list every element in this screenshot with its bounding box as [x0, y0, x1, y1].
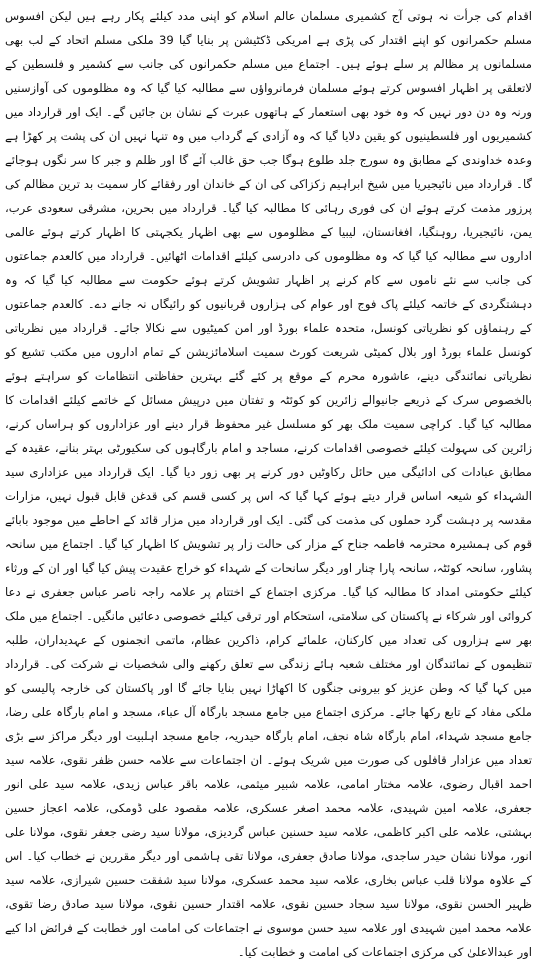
article-text: اقدام کی جرأت نہ ہوتی آج کشمیری مسلمان عالم اسلام کو اپنی مدد کیلئے پکار رہے ہیں لیکن افسوس مسلم حکمرانوں کو اپنے اقتدار کی پڑی ہے امریکی ڈکٹیشن پر بنایا گیا 39 ملکی مسلم اتحاد کے لب بھی مسلمانوں پر مظالم پر سلے ہوئے ہیں۔ اجتماع میں مسلم حکمرانوں کی جانب سے کشمیر و فلسطین کے لاتعلقی پر اظہار افسوس کرتے ہوئے مسلمان فرمانرواؤں سے مطالبہ کیا گیا کہ وہ مظلوموں کی آوازسنیں ورنہ وہ دن دور نہیں کہ وہ خود بھی استعمار کے ہاتھوں عبرت کے نشان بن جائیں گے۔ ایک اور قرارداد میں کشمیریوں اور فلسطینیوں کو یقین دلایا گیا کہ وہ آزادی کے گرداب میں وہ تنہا نہیں ان کی پشت پر کھڑا ہے وعدہ خداوندی کے مطابق وہ سورج جلد طلوع ہوگا جب حق غالب آئے گا اور ظلم و جبر کا سر نگوں ہوجائے گا۔ قرارداد میں نائیجیریا میں شیخ ابراہیم زکزاکی کی ان کے خاندان اور رفقائے کار سمیت بد ترین مظالم کی پرزور مذمت کرتے ہوئے ان کی فوری رہائی کا مطالبہ کیا گیا۔ قرارداد میں بحرین، مشرقی سعودی عرب، یمن، نائیجیریا، روہنگیا، افغانستان، لیبیا کے مظلوموں سے بھی اظہار یکجہتی کا اظہار کرتے ہوئے عالمی اداروں سے مطالبہ کیا گیا کہ وہ مظلوموں کی دادرسی کیلئے اقدامات اٹھائیں۔ قرارداد میں کالعدم جماعتوں کی جانب سے نئے ناموں سے کام کرنے پر اظہار تشویش کرتے ہوئے حکومت سے مطالبہ کیا گیا کہ وہ دہشتگردی کے خاتمہ کیلئے پاک فوج اور عوام کی ہزاروں قربانیوں کو رائیگاں نہ جانے دے۔ کالعدم جماعتوں کے رہنماؤں کو نظریاتی کونسل، متحدہ علماء بورڈ اور امن کمیٹیوں سے نکالا جائے۔ قرارداد میں نظریاتی کونسل علماء بورڈ اور بلال کمیٹی شریعت کورٹ سمیت اسلامائزیشن کے تمام اداروں میں مکتب تشیع کو نظریاتی نمائندگی دینے، عاشورہ محرم کے موقع پر کئے گئے بہترین حفاظتی انتظامات کو سراہتے ہوئے بالخصوص سرک کے ذریعے جانیوالے زائرین کو کوئٹہ و تفتان میں درپیش مسائل کے خاتمے کیلئے اقدامات کا مطالبہ کیا گیا۔ کراچی سمیت ملک بھر کو مسلسل غیر محفوظ قرار دینے اور عزاداروں کو ہراساں کرنے، زائرین کی سہولت کیلئے خصوصی اقدامات کرنے، مساجد و امام بارگاہوں کی سکیورٹی بہتر بنانے، عقیدہ کے مطابق عبادات کی ادائیگی میں حائل رکاوٹیں دور کرنے پر بھی زور دیا گیا۔ ایک قرارداد میں عزاداری سید الشہداء کو شیعہ اساس قرار دیتے ہوئے کہا گیا کہ اس پر کسی قسم کی قدغن قابل قبول نہیں، مزارات مقدسہ پر دہشت گرد حملوں کی مذمت کی گئی۔ ایک اور قرارداد میں مزار قائد کے احاطے میں موجود بابائے قوم کی ہمشیرہ محترمہ فاطمہ جناح کے مزار کی حالت زار پر تشویش کا اظہار کیا گیا۔ اجتماع میں سانحہ پشاور، سانحہ کوئٹہ، سانحہ پارا چنار اور دیگر سانحات کے شہداء کو خراج عقیدت پیش کیا گیا اور ان کے ورثاء کیلئے حکومتی امداد کا مطالبہ کیا گیا۔ مرکزی اجتماع کے اختتام پر علامہ راجہ ناصر عباس جعفری نے دعا کروائی اور شرکاء نے پاکستان کی سلامتی، استحکام اور ترقی کیلئے خصوصی دعائیں مانگیں۔ اجتماع میں ملک بھر سے ہزاروں کی تعداد میں کارکنان، علمائے کرام، ذاکرین عظام، ماتمی انجمنوں کے عہدیداران، طلبہ تنظیموں کے نمائندگان اور مختلف شعبہ ہائے زندگی سے تعلق رکھنے والی شخصیات نے شرکت کی۔ قرارداد میں کہا گیا کہ وطن عزیز کو بیرونی جنگوں کا اکھاڑا نہیں بنایا جائے گا اور پاکستان کی خارجہ پالیسی کو ملکی مفاد کے تابع رکھا جائے۔ مرکزی اجتماع میں جامع مسجد بارگاہ آل عباء، مسجد و امام بارگاہ علی رضا، جامع مسجد شہداء، امام بارگاہ شاہ نجف، امام بارگاہ حیدریہ، جامع مسجد اہلبیت اور دیگر مراکز سے بڑی تعداد میں عزادار قافلوں کی صورت میں شریک ہوئے۔ ان اجتماعات سے علامہ حسن ظفر نقوی، علامہ سید احمد اقبال رضوی، علامہ مختار امامی، علامہ شبیر میثمی، علامہ باقر عباس زیدی، علامہ سید علی انور جعفری، علامہ امین شہیدی، علامہ محمد اصغر عسکری، علامہ مقصود علی ڈومکی، علامہ اعجاز حسین بہشتی، علامہ علی اکبر کاظمی، علامہ سید حسنین عباس گردیزی، مولانا سید رضی جعفر نقوی، مولانا علی انور، مولانا نشان حیدر ساجدی، مولانا صادق جعفری، مولانا تقی ہاشمی اور دیگر مقررین نے خطاب کیا۔ اس کے علاوہ مولانا قلب عباس بخاری، علامہ سید محمد عسکری، مولانا سید شفقت حسین شیرازی، علامہ سید ظہیر الحسن نقوی، مولانا سید سجاد حسین نقوی، علامہ اقتدار حسین نقوی، مولانا سید صادق رضا تقوی، علامہ محمد امین شہیدی اور علامہ سید حسن موسوی نے اجتماعات کی امامت اور خطابت کے فرائض ادا کیے اور عبدالاعلیٰ کی مرکزی اجتماعات کی امامت و خطابت کیا۔ — [5, 9, 532, 959]
